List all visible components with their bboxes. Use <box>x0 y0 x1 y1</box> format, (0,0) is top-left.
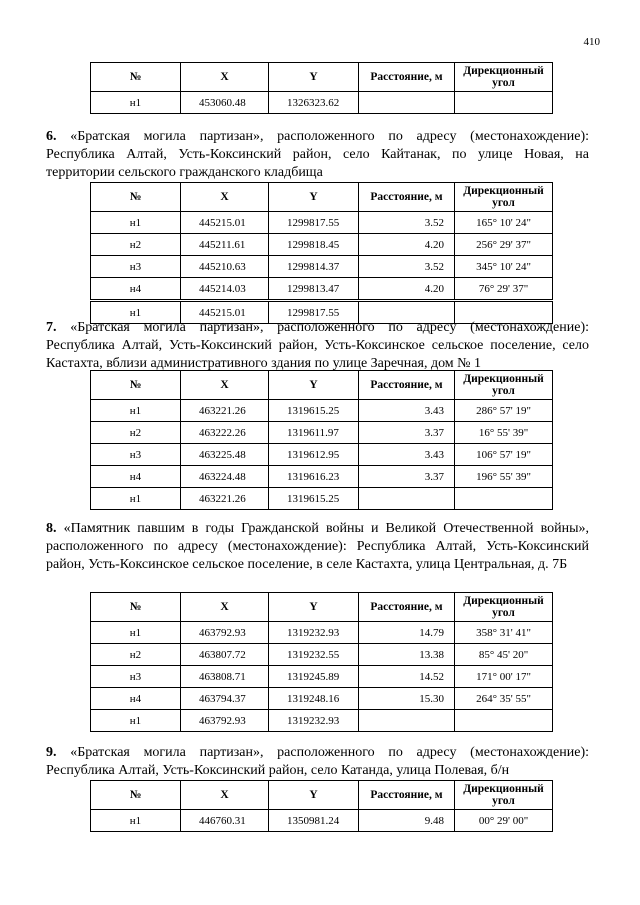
cell-distance: 3.43 <box>359 400 455 422</box>
table-row <box>91 92 553 114</box>
section-9-paragraph <box>46 744 589 780</box>
header-x: X <box>181 183 269 212</box>
cell-distance: 13.38 <box>359 644 455 666</box>
section-8-paragraph <box>46 520 589 574</box>
table-header-row <box>91 781 553 810</box>
cell-x: 453060.48 <box>181 92 269 114</box>
cell-x: 463792.93 <box>181 710 269 732</box>
table-header-row <box>91 183 553 212</box>
cell-y: 1319245.89 <box>269 666 359 688</box>
cell-num: н4 <box>91 688 181 710</box>
cell-x: 445214.03 <box>181 278 269 301</box>
cell-x: 463807.72 <box>181 644 269 666</box>
cell-distance: 4.20 <box>359 234 455 256</box>
cell-x: 446760.31 <box>181 810 269 832</box>
cell-direction: 171° 00' 17" <box>455 666 553 688</box>
table-row <box>91 444 553 466</box>
header-y: Y <box>269 593 359 622</box>
header-y: Y <box>269 183 359 212</box>
section-text: «Братская могила партизан», расположенного по адресу (местонахождение): Республика Алтай, Усть-Коксинский район, село Кайтанак, по улице Новая, на территории сельского гражданского кладбища <box>46 129 589 180</box>
header-num: № <box>91 63 181 92</box>
cell-y: 1319612.95 <box>269 444 359 466</box>
cell-num: н2 <box>91 422 181 444</box>
cell-distance: 3.52 <box>359 212 455 234</box>
header-direction: Дирекционный угол <box>455 593 553 622</box>
coordinates-table-8 <box>90 592 553 732</box>
cell-y: 1319611.97 <box>269 422 359 444</box>
coordinates-table-9 <box>90 780 553 832</box>
table-row <box>91 666 553 688</box>
cell-num: н2 <box>91 644 181 666</box>
header-distance: Расстояние, м <box>359 371 455 400</box>
header-x: X <box>181 63 269 92</box>
table-row <box>91 466 553 488</box>
header-direction: Дирекционный угол <box>455 371 553 400</box>
cell-direction <box>455 488 553 510</box>
cell-x: 463808.71 <box>181 666 269 688</box>
section-text: «Братская могила партизан», расположенного по адресу (местонахождение): Республика Алтай, Усть-Коксинский район, Усть-Коксинское сельское поселение, село Кастахта, вблизи административного здания по улице Заречная, дом № 1 <box>46 320 589 371</box>
cell-num: н1 <box>91 212 181 234</box>
cell-y: 1326323.62 <box>269 92 359 114</box>
table-row <box>91 644 553 666</box>
header-distance: Расстояние, м <box>359 593 455 622</box>
header-num: № <box>91 371 181 400</box>
header-x: X <box>181 371 269 400</box>
cell-y: 1319615.25 <box>269 400 359 422</box>
cell-num: н1 <box>91 92 181 114</box>
table-row <box>91 622 553 644</box>
table-header-row <box>91 371 553 400</box>
cell-x: 463222.26 <box>181 422 269 444</box>
table-header-row <box>91 63 553 92</box>
cell-num: н4 <box>91 466 181 488</box>
header-x: X <box>181 781 269 810</box>
header-direction: Дирекционный угол <box>455 63 553 92</box>
header-direction: Дирекционный угол <box>455 183 553 212</box>
cell-distance <box>359 92 455 114</box>
section-number: 7. <box>46 320 57 335</box>
cell-y: 1350981.24 <box>269 810 359 832</box>
cell-num: н1 <box>91 622 181 644</box>
cell-direction: 264° 35' 55" <box>455 688 553 710</box>
cell-distance: 3.43 <box>359 444 455 466</box>
cell-x: 463794.37 <box>181 688 269 710</box>
cell-num: н2 <box>91 234 181 256</box>
cell-num: н1 <box>91 810 181 832</box>
cell-direction: 358° 31' 41" <box>455 622 553 644</box>
header-distance: Расстояние, м <box>359 781 455 810</box>
cell-distance: 14.79 <box>359 622 455 644</box>
section-number: 8. <box>46 521 57 536</box>
cell-x: 445215.01 <box>181 212 269 234</box>
table-row <box>91 810 553 832</box>
header-x: X <box>181 593 269 622</box>
coordinates-table-6 <box>90 182 553 324</box>
cell-num: н1 <box>91 400 181 422</box>
cell-distance: 9.48 <box>359 810 455 832</box>
table-row <box>91 422 553 444</box>
table-header-row <box>91 593 553 622</box>
section-number: 9. <box>46 745 57 760</box>
cell-x: 463224.48 <box>181 466 269 488</box>
cell-num: н4 <box>91 278 181 301</box>
coordinates-table-7 <box>90 370 553 510</box>
cell-y: 1299814.37 <box>269 256 359 278</box>
cell-y: 1319232.93 <box>269 710 359 732</box>
cell-num: н3 <box>91 444 181 466</box>
cell-direction: 00° 29' 00" <box>455 810 553 832</box>
header-distance: Расстояние, м <box>359 63 455 92</box>
cell-y: 1319232.93 <box>269 622 359 644</box>
cell-y: 1319232.55 <box>269 644 359 666</box>
table-row <box>91 278 553 301</box>
table-row <box>91 256 553 278</box>
header-y: Y <box>269 371 359 400</box>
cell-distance: 15.30 <box>359 688 455 710</box>
cell-distance: 14.52 <box>359 666 455 688</box>
cell-x: 445210.63 <box>181 256 269 278</box>
cell-y: 1299817.55 <box>269 212 359 234</box>
section-number: 6. <box>46 129 57 144</box>
cell-x: 445215.01 <box>181 301 269 324</box>
cell-distance <box>359 710 455 732</box>
table-row <box>91 234 553 256</box>
cell-direction: 345° 10' 24" <box>455 256 553 278</box>
table-row <box>91 212 553 234</box>
header-y: Y <box>269 781 359 810</box>
cell-x: 463221.26 <box>181 400 269 422</box>
cell-direction <box>455 92 553 114</box>
cell-y: 1319616.23 <box>269 466 359 488</box>
cell-num: н3 <box>91 256 181 278</box>
page-number: 410 <box>583 36 600 48</box>
table-row <box>91 688 553 710</box>
cell-direction: 286° 57' 19" <box>455 400 553 422</box>
cell-distance: 3.37 <box>359 466 455 488</box>
cell-y: 1299817.55 <box>269 301 359 324</box>
cell-direction: 106° 57' 19" <box>455 444 553 466</box>
cell-y: 1299818.45 <box>269 234 359 256</box>
coordinates-table-5-cont <box>90 62 553 114</box>
section-text: «Братская могила партизан», расположенного по адресу (местонахождение): Республика Алтай, Усть-Коксинский район, село Катанда, улица Полевая, б/н <box>46 745 589 778</box>
cell-distance: 3.37 <box>359 422 455 444</box>
cell-y: 1299813.47 <box>269 278 359 301</box>
cell-direction: 165° 10' 24" <box>455 212 553 234</box>
header-num: № <box>91 593 181 622</box>
cell-y: 1319248.16 <box>269 688 359 710</box>
table-row <box>91 400 553 422</box>
table-row <box>91 488 553 510</box>
cell-distance <box>359 488 455 510</box>
header-distance: Расстояние, м <box>359 183 455 212</box>
section-text: «Памятник павшим в годы Гражданской войны и Великой Отечественной войны», расположенного по адресу (местонахождение): Республика Алтай, Усть-Коксинский район, Усть-Коксинское сельское поселение, в селе Кастахта, улица Центральная, д. 7Б <box>46 521 590 572</box>
cell-distance: 3.52 <box>359 256 455 278</box>
header-num: № <box>91 183 181 212</box>
section-7-paragraph <box>46 319 589 373</box>
cell-direction: 76° 29' 37" <box>455 278 553 301</box>
cell-x: 445211.61 <box>181 234 269 256</box>
cell-direction: 256° 29' 37" <box>455 234 553 256</box>
cell-num: н1 <box>91 488 181 510</box>
cell-x: 463792.93 <box>181 622 269 644</box>
cell-y: 1319615.25 <box>269 488 359 510</box>
cell-x: 463225.48 <box>181 444 269 466</box>
cell-num: н1 <box>91 301 181 324</box>
cell-num: н3 <box>91 666 181 688</box>
cell-direction <box>455 710 553 732</box>
cell-direction: 16° 55' 39" <box>455 422 553 444</box>
header-num: № <box>91 781 181 810</box>
header-direction: Дирекционный угол <box>455 781 553 810</box>
cell-num: н1 <box>91 710 181 732</box>
cell-distance: 4.20 <box>359 278 455 301</box>
header-y: Y <box>269 63 359 92</box>
table-row <box>91 710 553 732</box>
section-6-paragraph <box>46 128 589 182</box>
cell-direction: 196° 55' 39" <box>455 466 553 488</box>
cell-direction: 85° 45' 20" <box>455 644 553 666</box>
cell-x: 463221.26 <box>181 488 269 510</box>
